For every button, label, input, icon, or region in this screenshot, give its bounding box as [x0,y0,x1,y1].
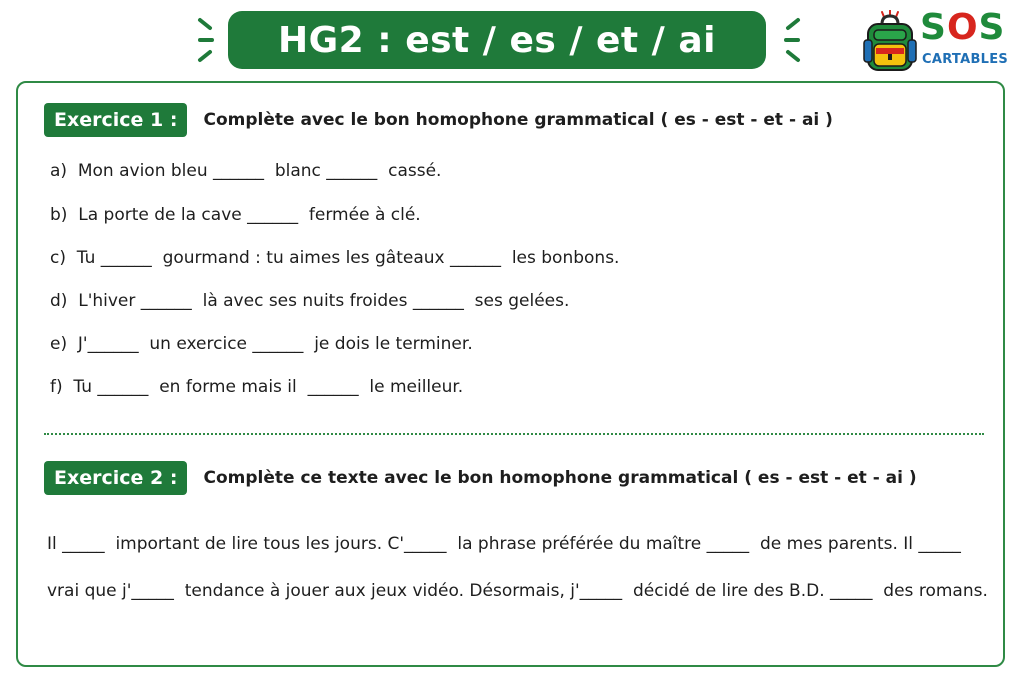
logo-sos-text: SOS [920,7,1006,48]
exercise1-question-c: c) Tu ______ gourmand : tu aimes les gâteaux ______ les bonbons. [50,248,620,268]
logo-subtitle: CARTABLES [922,52,1009,67]
page-title: HG2 : est / es / et / ai [228,11,766,69]
exercise2-badge: Exercice 2 : [44,461,187,495]
sparkle-left-icon [196,16,220,64]
exercise1-question-b: b) La porte de la cave ______ fermée à clé. [50,205,421,225]
exercise1-badge: Exercice 1 : [44,103,187,137]
exercise1-question-d: d) L'hiver ______ là avec ses nuits froides ______ ses gelées. [50,291,570,311]
sparkle-right-icon [778,16,802,64]
exercise2-instruction: Complète ce texte avec le bon homophone grammatical ( es - est - et - ai ) [203,468,917,488]
exercise1-question-f: f) Tu ______ en forme mais il ______ le meilleur. [50,377,464,397]
exercise1-instruction: Complète avec le bon homophone grammatical ( es - est - et - ai ) [203,110,833,130]
exercise1-question-e: e) J'______ un exercice ______ je dois le terminer. [50,334,473,354]
exercise1-header [44,103,833,137]
exercise1-question-a: a) Mon avion bleu ______ blanc ______ cassé. [50,161,442,181]
exercise2-header [44,461,917,495]
exercise2-text-line-2: vrai que j'_____ tendance à jouer aux jeux vidéo. Désormais, j'_____ décidé de lire des B.D. _____ des romans. [47,581,988,601]
logo [862,6,1012,72]
dotted-separator [44,433,984,435]
backpack-icon [862,10,918,72]
exercise2-text-line-1: Il _____ important de lire tous les jours. C'_____ la phrase préférée du maître _____ de mes parents. Il _____ [47,534,961,554]
